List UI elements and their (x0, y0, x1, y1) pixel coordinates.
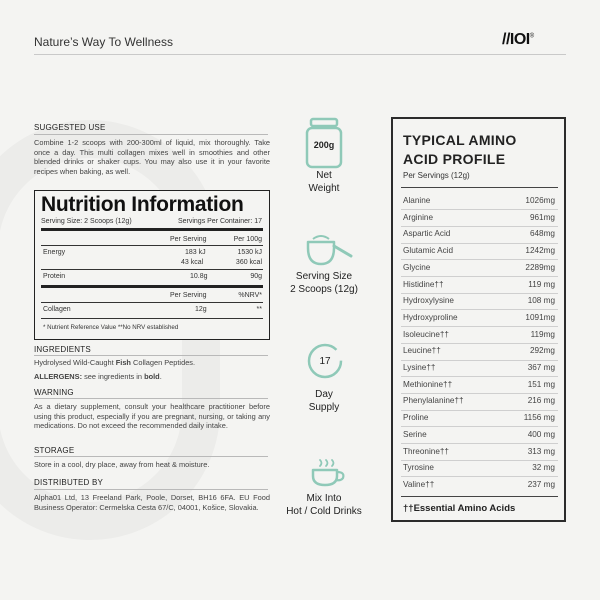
amino-row-divider (401, 476, 558, 477)
protein-serving: 10.8g (190, 273, 208, 280)
energy-kcal-100g: 360 kcal (235, 259, 262, 266)
net-weight-label: Net Weight (308, 170, 340, 194)
amino-name: Phenylalanine†† (403, 396, 464, 406)
nutrition-divider (41, 302, 263, 303)
amino-footnote: ††Essential Amino Acids (403, 503, 516, 514)
day-supply-label: Day Supply (308, 389, 340, 413)
nutrition-divider (41, 269, 263, 270)
amino-name: Leucine†† (403, 346, 441, 356)
storage-text: Store in a cool, dry place, away from heat & moisture. (34, 460, 210, 469)
suggested-use-text: Combine 1-2 scoops with 200-300ml of liquid, mix thoroughly. Take once a day. This multi collagen mixes well in smoothies and other blended drinks or shaker cups. You may also use it in your favorite recipes when baking, as well. (34, 138, 270, 176)
protein-label: Protein (43, 273, 66, 280)
amino-name: Tyrosine (403, 463, 434, 473)
section-divider (34, 355, 268, 356)
amino-name: Threonine†† (403, 446, 449, 456)
amino-row-divider (401, 443, 558, 444)
amino-name: Isoleucine†† (403, 329, 449, 339)
amino-name: Glycine (403, 262, 431, 272)
amino-name: Histidine†† (403, 279, 444, 289)
energy-kj-serving: 183 kJ (185, 249, 206, 256)
amino-row-divider (401, 243, 558, 244)
amino-value: 216 mg (527, 396, 555, 406)
amino-value: 1026mg (525, 196, 555, 205)
amino-name: Hydroxylysine (403, 296, 454, 306)
mix-into-label: Mix Into Hot / Cold Drinks (286, 493, 362, 517)
warning-text: As a dietary supplement, consult your healthcare practitioner before using this product, especially if you are pregnant, nursing, or taking any medications. Do not exceed the recommended daily intake. (34, 402, 270, 430)
amino-title: TYPICAL AMINO ACID PROFILE (403, 132, 517, 167)
nutrition-divider (41, 318, 263, 319)
tagline: Nature’s Way To Wellness (34, 35, 173, 49)
allergens-text: ALLERGENS: see ingredients in bold. (34, 372, 162, 381)
protein-100g: 90g (250, 273, 262, 280)
nutrition-divider (41, 285, 263, 288)
col-per-100g: Per 100g (233, 236, 262, 243)
col2-nrv: %NRV* (238, 292, 262, 299)
section-divider (34, 489, 268, 490)
serving-size: Serving Size: 2 Scoops (12g) (41, 218, 132, 225)
amino-value: 961mg (529, 212, 555, 222)
amino-value: 32 mg (532, 463, 555, 473)
amino-row-divider (401, 276, 558, 277)
amino-divider (401, 187, 558, 188)
jar-weight-value: 200g (313, 140, 335, 150)
amino-name: Proline (403, 413, 429, 423)
amino-subtitle: Per Servings (12g) (403, 171, 470, 180)
brand-logo: //ΙΟΙ® (502, 31, 534, 48)
collagen-label: Collagen (43, 306, 71, 313)
col2-per-serving: Per Serving (170, 292, 207, 299)
scoop-icon (304, 234, 354, 268)
day-supply-value: 17 (319, 356, 331, 367)
energy-label: Energy (43, 249, 66, 256)
amino-value: 237 mg (527, 479, 555, 489)
amino-name: Hydroxyproline (403, 312, 458, 322)
cup-icon (309, 458, 349, 488)
amino-value: 648mg (529, 229, 555, 239)
nutrition-divider (41, 228, 263, 231)
energy-kcal-serving: 43 kcal (181, 259, 204, 266)
ingredients-text: Hydrolysed Wild-Caught Fish Collagen Peptides. (34, 358, 196, 367)
distributed-text: Alpha01 Ltd, 13 Freeland Park, Poole, Dorset, BH16 6FA. EU Food Business Operator: Cermelska Cesta 67/C, 04001, Košice, Slovakia. (34, 493, 270, 512)
amino-name: Valine†† (403, 479, 435, 489)
amino-row (403, 480, 555, 496)
section-divider (34, 134, 268, 135)
nutrition-divider (41, 245, 263, 246)
storage-title: STORAGE (34, 446, 75, 455)
amino-row-divider (401, 309, 558, 310)
section-divider (34, 398, 268, 399)
distributed-title: DISTRIBUTED BY (34, 478, 104, 487)
amino-value: 108 mg (527, 296, 555, 306)
amino-row-divider (401, 360, 558, 361)
header-divider (34, 54, 566, 55)
amino-divider (401, 496, 558, 497)
amino-name: Glutamic Acid (403, 246, 454, 256)
amino-row-divider (401, 410, 558, 411)
amino-name: Alanine (403, 196, 431, 205)
amino-row-divider (401, 460, 558, 461)
warning-title: WARNING (34, 388, 74, 397)
nutrition-title: Nutrition Information (41, 193, 244, 216)
section-divider (34, 456, 268, 457)
amino-value: 367 mg (527, 363, 555, 372)
ingredients-title: INGREDIENTS (34, 345, 91, 354)
nutrition-panel (34, 190, 270, 340)
amino-row-divider (401, 343, 558, 344)
nutrition-footnote: * Nutrient Reference Value **No NRV established (43, 324, 179, 331)
amino-row-divider (401, 226, 558, 227)
servings-per-container: Servings Per Container: 17 (177, 218, 262, 225)
amino-value: 400 mg (527, 429, 555, 439)
amino-name: Lysine†† (403, 363, 436, 372)
amino-acid-panel (391, 117, 566, 522)
amino-row-divider (401, 259, 558, 260)
amino-name: Methionine†† (403, 379, 453, 389)
collagen-nrv: ** (256, 306, 262, 313)
collagen-serving: 12g (195, 306, 207, 313)
amino-value: 119mg (530, 329, 555, 339)
amino-row-divider (401, 326, 558, 327)
suggested-use-title: SUGGESTED USE (34, 123, 106, 132)
amino-value: 313 mg (527, 446, 555, 456)
amino-row-divider (401, 293, 558, 294)
amino-name: Serine (403, 429, 427, 439)
amino-value: 1091mg (525, 312, 555, 322)
amino-row-divider (401, 209, 558, 210)
serving-size-feature-label: Serving Size 2 Scoops (12g) (290, 271, 358, 295)
amino-value: 2289mg (525, 262, 555, 272)
amino-name: Arginine (403, 212, 434, 222)
amino-row-divider (401, 376, 558, 377)
amino-value: 1156 mg (523, 413, 555, 423)
amino-value: 119 mg (528, 279, 555, 289)
energy-kj-100g: 1530 kJ (237, 249, 262, 256)
amino-name: Aspartic Acid (403, 229, 451, 239)
amino-row-divider (401, 393, 558, 394)
amino-value: 292mg (529, 346, 555, 356)
col-per-serving: Per Serving (170, 236, 207, 243)
amino-value: 1242mg (525, 246, 555, 256)
amino-row-divider (401, 426, 558, 427)
amino-value: 151 mg (527, 379, 555, 389)
